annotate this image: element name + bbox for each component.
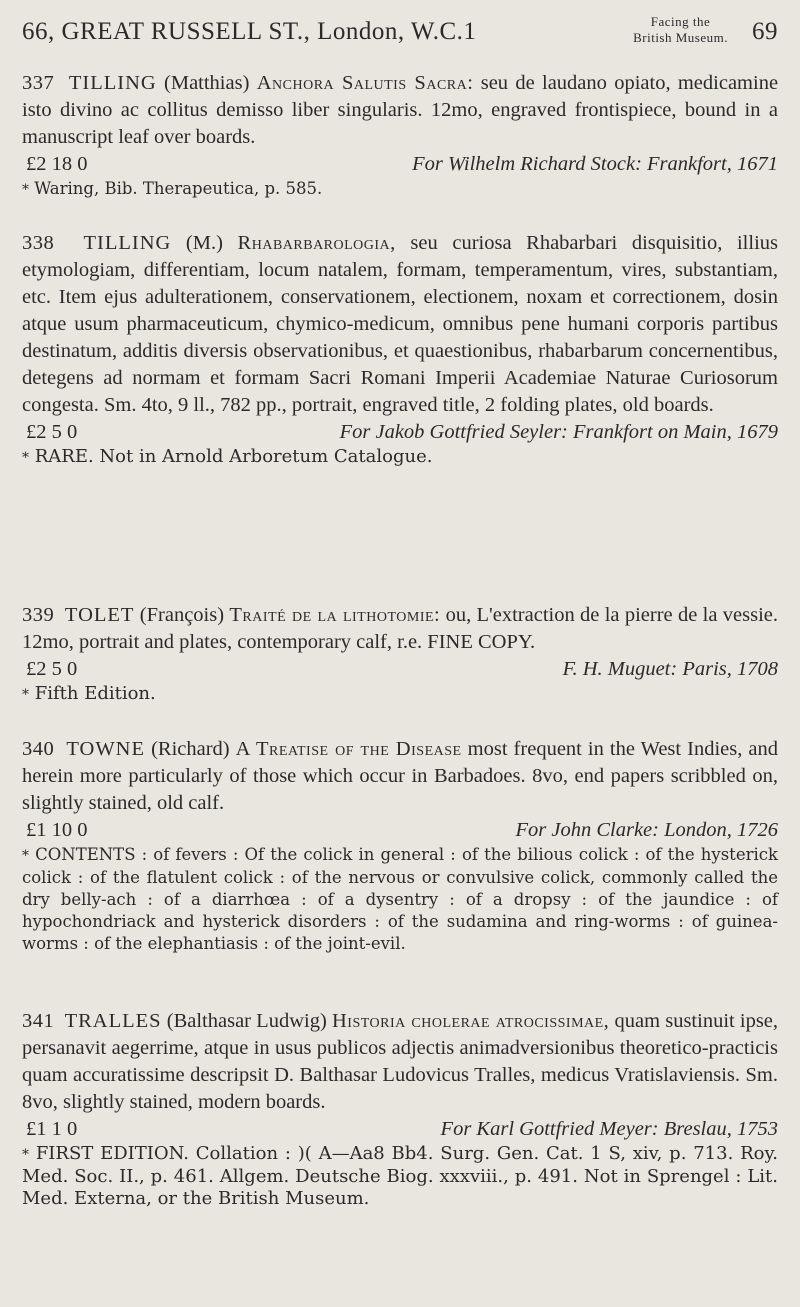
note-asterisk: * [22,450,29,466]
note-asterisk: * [22,848,29,864]
entry-author: TRALLES [64,1010,162,1032]
entry-description: ou, L'extraction de la pierre de la vessie. 12mo, portrait and plates, contemporary calf, r.e. FINE COPY. [22,604,779,653]
entry-description: most frequent in the West Indies, and herein more particularly of those which occur in Barbadoes. 8vo, end papers scribbled on, slightly stained, old calf. [22,738,779,814]
entry-title: Traité de la lithotomie: [229,604,441,626]
entry-number: 340 [22,738,55,760]
entry-author: TOWNE [66,738,145,760]
bookseller-address: 66, GREAT RUSSELL ST., London, W.C.1 [22,18,477,45]
entry-author: TILLING [83,232,172,254]
catalogue-entry-339 [22,602,778,706]
facing-line-2: British Museum. [633,30,728,45]
entry-title: Historia cholerae atrocissimae, [331,1010,610,1032]
entry-note: Waring, Bib. Therapeutica, p. 585. [34,179,323,198]
entry-note: Fifth Edition. [34,683,156,704]
entry-title: Anchora Salutis Sacra: [256,72,474,94]
catalogue-entry-340 [22,736,778,955]
catalogue-entry-337 [22,70,778,201]
note-asterisk: * [22,182,29,198]
entry-imprint: For Jakob Gottfried Seyler: Frankfort on Main, 1679 [339,421,778,443]
entry-price: £2 5 0 [26,658,78,680]
entry-title: A Treatise of the Disease [235,738,462,760]
entry-number: 341 [22,1010,55,1032]
note-asterisk: * [22,687,29,703]
entry-price: £1 1 0 [26,1118,78,1140]
entry-number: 337 [22,72,55,94]
entry-imprint: For John Clarke: London, 1726 [515,819,778,841]
facing-note [633,14,728,46]
entry-imprint: For Wilhelm Richard Stock: Frankfort, 1671 [412,153,778,175]
facing-line-1: Facing the [650,14,711,29]
entry-author: TOLET [64,604,135,626]
entry-imprint: F. H. Muguet: Paris, 1708 [562,658,778,680]
entry-note: FIRST EDITION. Collation : )( A—Aa8 Bb4. Surg. Gen. Cat. 1 S, xiv, p. 713. Roy. Med. Soc. II., p. 461. Allgem. Deutsche Biog. xxxviii., p. 491. Not in Sprengel : Lit. Med. Externa, or the British Museum. [22,1143,778,1209]
entry-price: £2 18 0 [26,153,88,175]
entry-note: RARE. Not in Arnold Arboretum Catalogue. [34,446,433,467]
entry-number: 339 [22,604,55,626]
entry-imprint: For Karl Gottfried Meyer: Breslau, 1753 [440,1118,778,1140]
catalogue-entry-338 [22,230,778,469]
entry-note: CONTENTS : of fevers : Of the colick in general : of the bilious colick : of the hysterick colick : of the flatulent colick : of the nervous or convulsive colick, commonly called the dry belly-ach : of a diarrhœa : of a dysentry : of a dropsy : of the jaundice : of hypochondriack and hysterick disorders : of the sudamina and ring-worms : of guinea-worms : of the elephantiasis : of the joint-evil. [22,845,778,953]
entry-author-given: (Matthias) [164,72,250,94]
note-asterisk: * [22,1147,29,1163]
entry-author-given: (M.) [185,232,223,254]
entry-description: seu de laudano opiato, medicamine isto divino ac collitus demisso liber singularis. 12mo, engraved frontispiece, bound in a manuscript leaf over boards. [22,72,779,148]
entry-author-given: (Balthasar Ludwig) [166,1010,327,1032]
entry-description: seu curiosa Rhabarbari disquisitio, illius etymologiam, differentiam, locum natalem, formam, temperamentum, vires, substantiam, etc. Item ejus adulterationem, conservationem, electionem, noxam et correctionem, dosin atque usum pharmaceuticum, chymico-medicum, omnibus pene humani corporis partibus destinatum, additis diversis observationibus, et quaestionibus, rhabarbarum concernentibus, detegens ad normam et formam Sacri Romani Imperii Academiae Naturae Curiosorum congesta. Sm. 4to, 9 ll., 782 pp., portrait, engraved title, 2 folding plates, old boards. [22,232,778,416]
entry-author: TILLING [68,72,157,94]
entry-author-given: (Richard) [151,738,230,760]
entry-price: £1 10 0 [26,819,88,841]
entry-number: 338 [22,232,55,254]
entry-author-given: (François) [139,604,225,626]
page-header [22,14,778,54]
entry-title: Rhabarbarologia, [237,232,396,254]
page-number: 69 [752,18,778,45]
catalogue-entry-341 [22,1008,778,1210]
entry-description: quam sustinuit ipse, persanavit aegerrime, atque in usus publicos adjectis animadversionibus theoretico-practicis quam accuratissime descripsit D. Balthasar Ludovicus Tralles, medicus Vratislaviensis. Sm. 8vo, slightly stained, modern boards. [22,1010,779,1113]
entry-price: £2 5 0 [26,421,78,443]
